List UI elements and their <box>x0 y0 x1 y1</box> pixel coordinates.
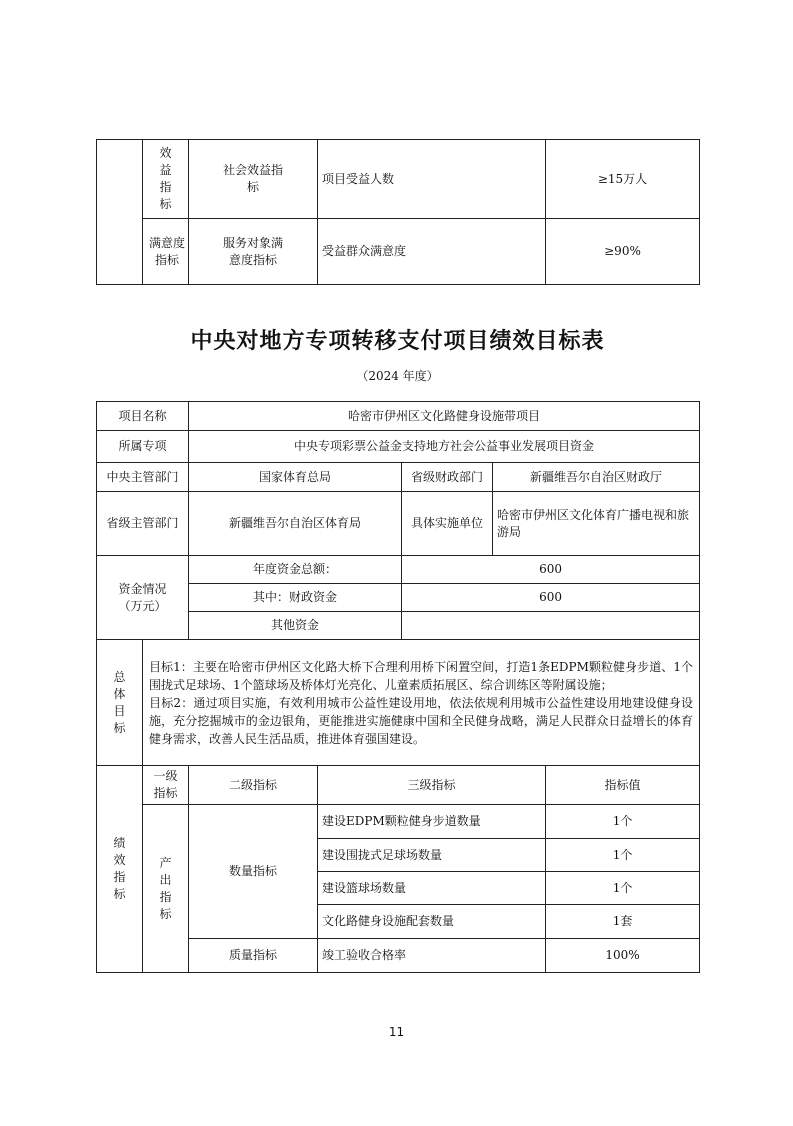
blank-cell <box>97 140 143 285</box>
page-number: 11 <box>388 1025 405 1039</box>
funds-total-label: 年度资金总额： <box>189 556 402 584</box>
project-name-label: 项目名称 <box>97 402 189 431</box>
level2-social-benefit: 社会效益指标 <box>189 140 318 219</box>
quantity-row-4-name: 文化路健身设施配套数量 <box>318 905 546 939</box>
funds-fiscal-label: 其中：财政资金 <box>189 584 402 612</box>
header-level1: 一级指标 <box>143 766 189 805</box>
quantity-row-3-value: 1个 <box>546 872 700 905</box>
funds-total-value: 600 <box>402 556 700 584</box>
level2-service-satisfaction: 服务对象满意度指标 <box>189 219 318 285</box>
table-row <box>97 556 700 584</box>
value-satisfaction: ≥90% <box>546 219 700 285</box>
level3-satisfaction: 受益群众满意度 <box>318 219 546 285</box>
quality-indicator-label: 质量指标 <box>189 939 318 973</box>
output-indicator-label: 产出指标 <box>143 805 189 973</box>
header-value: 指标值 <box>546 766 700 805</box>
level3-beneficiaries: 项目受益人数 <box>318 140 546 219</box>
impl-value: 哈密市伊州区文化体育广播电视和旅游局 <box>493 492 700 556</box>
prov-dept-value: 新疆维吾尔自治区体育局 <box>189 492 402 556</box>
goal-1: 目标1：主要在哈密市伊州区文化路大桥下合理利用桥下闲置空间，打造1条EDPM颗粒健身步道、1个围拢式足球场、1个篮球场及桥体灯光亮化、儿童素质拓展区、综合训练区等附属设施； <box>149 659 694 692</box>
goals-label: 总体目标 <box>97 640 143 766</box>
quality-row-1-value: 100% <box>546 939 700 973</box>
central-dept-value: 国家体育总局 <box>189 463 402 492</box>
continuation-table <box>96 139 700 285</box>
funds-other-label: 其他资金 <box>189 612 402 640</box>
indicators-label: 绩效指标 <box>97 766 143 973</box>
table-row <box>97 463 700 492</box>
quantity-row-2-value: 1个 <box>546 839 700 872</box>
quantity-row-1-value: 1个 <box>546 805 700 839</box>
table-row <box>97 492 700 556</box>
quantity-indicator-label: 数量指标 <box>189 805 318 939</box>
special-label: 所属专项 <box>97 431 189 463</box>
table-row <box>97 805 700 839</box>
prov-finance-label: 省级财政部门 <box>402 463 493 492</box>
funds-label: 资金情况（万元） <box>97 556 189 640</box>
table-row <box>97 402 700 431</box>
table-row <box>97 640 700 766</box>
level1-benefit: 效益指标 <box>143 140 189 219</box>
quantity-row-2-name: 建设围拢式足球场数量 <box>318 839 546 872</box>
quantity-row-1-name: 建设EDPM颗粒健身步道数量 <box>318 805 546 839</box>
prov-finance-value: 新疆维吾尔自治区财政厅 <box>493 463 700 492</box>
document-title: 中央对地方专项转移支付项目绩效目标表 <box>190 328 605 354</box>
goal-2: 目标2：通过项目实施，有效利用城市公益性建设用地，依法依规利用城市公益性建设用地建设健身设施，充分挖掘城市的金边银角，更能推进实施健康中国和全民健身战略，满足人民群众日益增长的体育健身需求，改善人民生活品质，推进体育强国建设。 <box>149 695 694 746</box>
central-dept-label: 中央主管部门 <box>97 463 189 492</box>
goals-content <box>143 640 700 766</box>
performance-target-table <box>96 401 700 973</box>
funds-other-value <box>402 612 700 640</box>
funds-fiscal-value: 600 <box>402 584 700 612</box>
level1-satisfaction: 满意度指标 <box>143 219 189 285</box>
header-level3: 三级指标 <box>318 766 546 805</box>
table-row <box>97 431 700 463</box>
value-beneficiaries: ≥15万人 <box>546 140 700 219</box>
table-row <box>97 140 700 219</box>
prov-dept-label: 省级主管部门 <box>97 492 189 556</box>
quality-row-1-name: 竣工验收合格率 <box>318 939 546 973</box>
quantity-row-4-value: 1套 <box>546 905 700 939</box>
quantity-row-3-name: 建设篮球场数量 <box>318 872 546 905</box>
table-row <box>97 219 700 285</box>
impl-label: 具体实施单位 <box>402 492 493 556</box>
table-row <box>97 766 700 805</box>
project-name-value: 哈密市伊州区文化路健身设施带项目 <box>189 402 700 431</box>
document-year: （2024 年度） <box>356 369 439 383</box>
header-level2: 二级指标 <box>189 766 318 805</box>
special-value: 中央专项彩票公益金支持地方社会公益事业发展项目资金 <box>189 431 700 463</box>
